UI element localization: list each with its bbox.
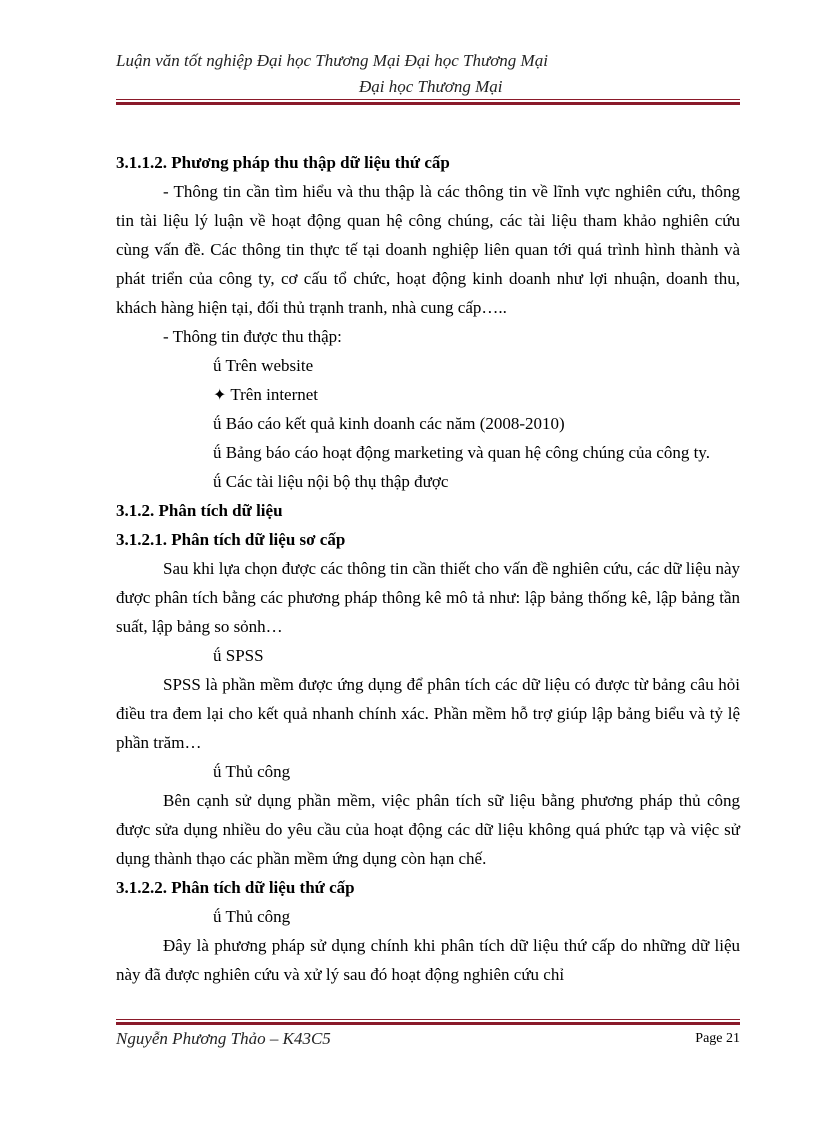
list-item: ǘ Trên website xyxy=(213,356,314,375)
paragraph-info-to-collect: - Thông tin cần tìm hiểu và thu thập là các thông tin về lĩnh vực nghiên cứu, thông tin tài liệu lý luận về hoạt động quan hệ công chúng, các tài liệu tham khảo nghiên cứu cùng vấn đề. Các thông tin thực tế tại doanh nghiệp liên quan tới quá trình hình thành và phát triển của công ty, cơ cấu tổ chức, hoạt động kinh doanh như lợi nhuận, doanh thu, khách hàng hiện tại, đối thủ trạnh tranh, nhà cung cấp….. xyxy=(116,182,740,317)
list-item: ǘ Các tài liệu nội bộ thụ thập được xyxy=(213,472,449,491)
bullet-icon: ǘ xyxy=(213,356,222,375)
list-item: ǘ Bảng báo cáo hoạt động marketing và quan hệ công chúng của công ty. xyxy=(213,443,710,462)
heading-3112: 3.1.1.2. Phương pháp thu thập dữ liệu thứ cấp xyxy=(116,153,450,172)
heading-3122: 3.1.2.2. Phân tích dữ liệu thứ cấp xyxy=(116,878,355,897)
heading-3121: 3.1.2.1. Phân tích dữ liệu sơ cấp xyxy=(116,530,346,549)
bullet-icon: ǘ xyxy=(213,646,222,665)
page-footer xyxy=(116,1029,740,1055)
list-item: ✦ Trên internet xyxy=(213,385,319,404)
bullet-icon: ǘ xyxy=(213,907,222,926)
footer-author: Nguyễn Phương Thảo – K43C5 xyxy=(116,1029,331,1048)
paragraph-spss: SPSS là phần mềm được ứng dụng để phân tích các dữ liệu có được từ bảng câu hỏi điều tra đem lại cho kết quả nhanh chính xác. Phần mềm hỗ trợ giúp lập bảng biểu và tỷ lệ phần trăm… xyxy=(116,675,740,752)
bullet-icon: ǘ xyxy=(213,443,222,462)
page-body xyxy=(116,148,740,989)
paragraph-secondary-analysis: Đây là phương pháp sử dụng chính khi phân tích dữ liệu thứ cấp do những dữ liệu này đã được nghiên cứu và xử lý sau đó hoạt động nghiên cứu chỉ xyxy=(116,936,740,984)
list-item: ǘ Thủ công xyxy=(213,762,291,781)
header-line-1: Luận văn tốt nghiệp Đại học Thương Mại Đại học Thương Mại xyxy=(116,51,548,70)
list-item: ǘ Báo cáo kết quả kinh doanh các năm (2008-2010) xyxy=(213,414,565,433)
bullet-icon: ǘ xyxy=(213,472,222,491)
header-rule xyxy=(116,99,740,105)
paragraph-primary-analysis: Sau khi lựa chọn được các thông tin cần thiết cho vấn đề nghiên cứu, các dữ liệu này được phân tích bằng các phương pháp thông kê mô tả như: lập bảng thống kê, lập bảng tần suất, lập bảng so sỏnh… xyxy=(116,559,740,636)
paragraph-info-collected: - Thông tin được thu thập: xyxy=(163,327,342,346)
paragraph-manual: Bên cạnh sử dụng phần mềm, việc phân tích sữ liệu bằng phương pháp thủ công được sửa dụng nhiều do yêu cầu của hoạt động các dữ liệu không quá phức tạp và việc sử dụng thành thạo các phần mềm ứng dụng còn hạn chế. xyxy=(116,791,740,868)
page-header xyxy=(116,48,740,100)
heading-312: 3.1.2. Phân tích dữ liệu xyxy=(116,501,283,520)
list-item: ǘ Thủ công xyxy=(213,907,291,926)
bullet-icon: ǘ xyxy=(213,762,222,781)
bullet-icon: ǘ xyxy=(213,414,222,433)
header-line-2: Đại học Thương Mại xyxy=(359,77,503,96)
list-item: ǘ SPSS xyxy=(213,646,264,665)
footer-rule xyxy=(116,1019,740,1025)
star-bullet-icon: ✦ xyxy=(213,385,227,404)
page-number: Page 21 xyxy=(695,1031,740,1046)
